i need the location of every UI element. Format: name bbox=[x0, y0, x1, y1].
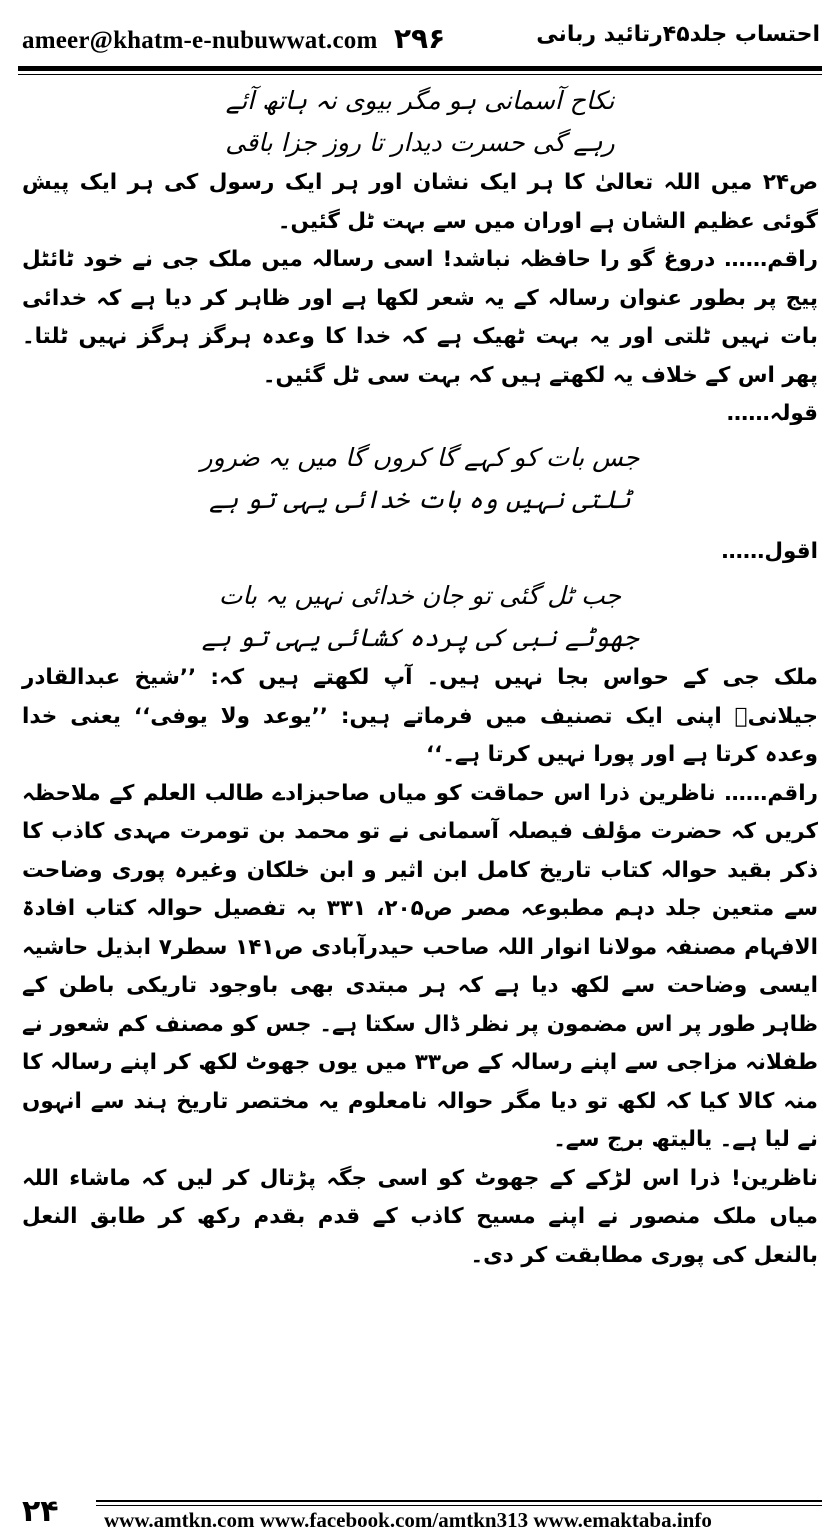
verse-line: جب ٹل گئی تو جان خدائی نہیں یہ بات bbox=[218, 581, 622, 610]
verse-line: نکاح آسمانی ہو مگر بیوی نہ ہاتھ آئے bbox=[225, 86, 615, 115]
header-rule-thin bbox=[18, 74, 822, 75]
header-title: احتساب جلد۴۵رتائید ربانی bbox=[536, 22, 820, 47]
footer-rule-thick bbox=[96, 1500, 822, 1502]
paragraph: ص۲۴ میں اللہ تعالیٰ کا ہر ایک نشان اور ہر ایک رسول کی ہر ایک پیش گوئی عظیم الشان ہے اوران میں سے بہت ٹل گئیں۔ bbox=[22, 170, 818, 234]
header-page-number: ۲۹۶ bbox=[393, 22, 446, 55]
header-left bbox=[22, 22, 445, 55]
verse-line: جس بات کو کہے گا کروں گا میں یہ ضرور bbox=[200, 443, 640, 472]
verse-line: ٹلتی نہیں وہ بات خدائی یہی تو ہے bbox=[209, 485, 631, 514]
qaul-label: قولہ…… bbox=[726, 401, 818, 426]
aqool-label: اقول…… bbox=[721, 539, 818, 564]
verse-line: جھوٹے نبی کی پردہ کشائی یہی تو ہے bbox=[201, 623, 639, 652]
footer-rule-thin bbox=[96, 1505, 822, 1506]
paragraph: راقم…… ناظرین ذرا اس حماقت کو میاں صاحبزادے طالب العلم کے ملاحظہ کریں کہ حضرت مؤلف فیصلہ آسمانی نے تو محمد بن تومرت مہدی کاذب کا ذکر بقید حوالہ کتاب تاریخ کامل ابن اثیر و ابن خلکان وغیرہ پوری وضاحت سے متعین جلد دہم مطبوعہ مصر ص۲۰۵، ۳۳۱ بہ تفصیل حوالہ کتاب افادۃ الافہام مصنفہ مولانا انوار اللہ صاحب حیدرآبادی ص۱۴۱ سطر۷ ابذیل حاشیہ ایسی وضاحت سے لکھ دیا ہے کہ ہر مبتدی بھی باوجود تاریکی باطن کے ظاہر طور پر اس مضمون پر نظر ڈال سکتا ہے۔ جس کو مصنف کم شعور نے طفلانہ مزاجی سے اپنے رسالہ کے ص۳۳ میں یوں جھوٹ لکھ کر اپنے رسالہ کا منہ کالا کیا کہ لکھ تو دیا مگر حوالہ نامعلوم یہ مختصر تاریخ ہند سے انہوں نے لیا ہے۔ یالیتھ برج سے۔ bbox=[22, 780, 819, 1152]
header-email[interactable]: ameer@khatm-e-nubuwwat.com bbox=[22, 27, 378, 54]
paragraph: ملک جی کے حواس بجا نہیں ہیں۔ آپ لکھتے ہیں کہ: ’’شیخ عبدالقادر جیلانیؒ اپنی ایک تصنیف میں فرماتے ہیں: ’’یوعد ولا یوفی‘‘ یعنی خدا وعدہ کرتا ہے اور پورا نہیں کرتا ہے۔‘‘ bbox=[22, 665, 818, 767]
paragraph: راقم…… دروغ گو را حافظہ نباشد! اسی رسالہ میں ملک جی نے خود ٹائٹل پیج پر بطور عنوان رسالہ کے یہ شعر لکھا ہے اور ظاہر کر دیا ہے کہ خدائی بات نہیں ٹلتی اور یہ بہت ٹھیک ہے کہ خدا کا وعدہ ہرگز ہرگز نہیں ٹلتا۔ پھر اس کے خلاف یہ لکھتے ہیں کہ بہت سی ٹل گئیں۔ bbox=[22, 247, 818, 388]
page-body bbox=[22, 80, 818, 1275]
header-rule-thick bbox=[18, 66, 822, 71]
footer-page-number: ۲۴ bbox=[22, 1494, 59, 1529]
page-header bbox=[0, 0, 840, 70]
paragraph: ناظرین! ذرا اس لڑکے کے جھوٹ کو اسی جگہ پڑتال کر لیں کہ ماشاء اللہ میاں ملک منصور نے اپنے مسیح کاذب کے قدم بقدم رکھ کر طابق النعل بالنعل کی پوری مطابقت کر دی۔ bbox=[22, 1165, 818, 1268]
footer-links[interactable]: www.amtkn.com www.facebook.com/amtkn313 www.emaktaba.info bbox=[104, 1508, 712, 1532]
verse-line: رہے گی حسرت دیدار تا روز جزا باقی bbox=[225, 128, 615, 157]
page-footer bbox=[0, 1488, 840, 1540]
